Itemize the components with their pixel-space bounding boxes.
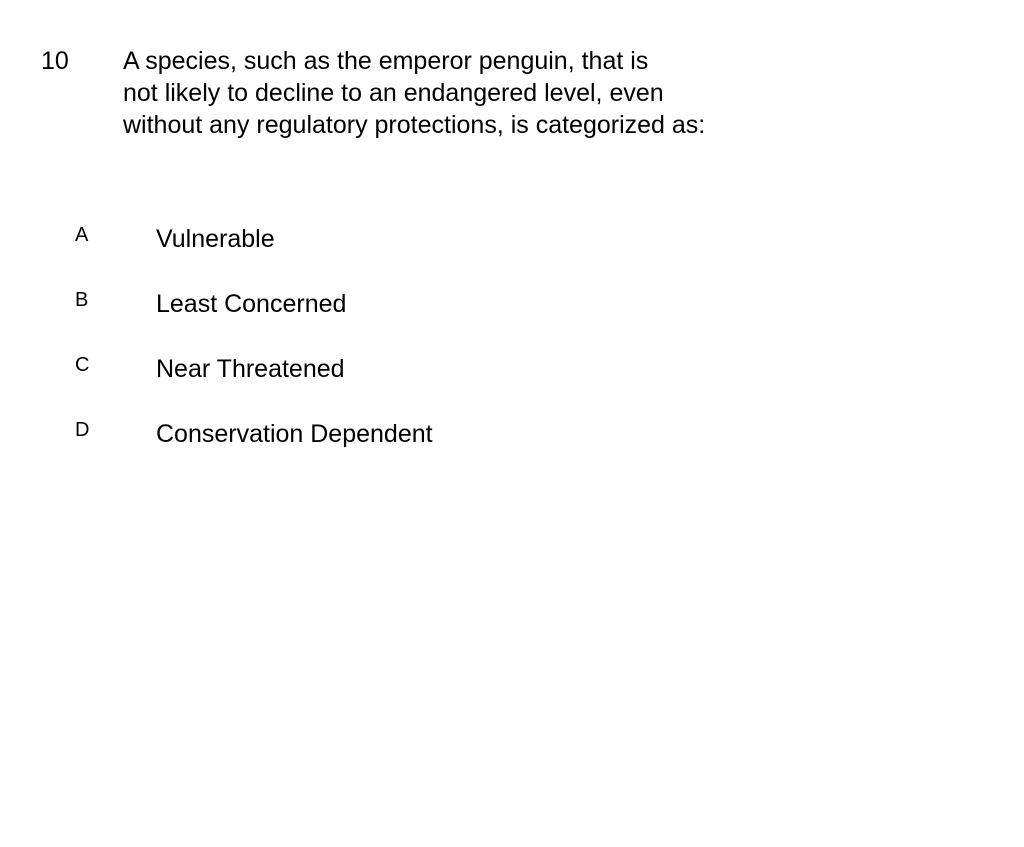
option-text: Conservation Dependent <box>156 420 433 448</box>
answer-option-b[interactable] <box>0 287 700 327</box>
option-text: Least Concerned <box>156 290 347 318</box>
option-letter: A <box>75 224 89 246</box>
option-letter: B <box>75 289 89 311</box>
answer-option-d[interactable] <box>0 417 700 457</box>
question-text <box>123 45 823 141</box>
question-line: not likely to decline to an endangered level, even <box>123 79 664 107</box>
option-letter: D <box>75 419 90 441</box>
question-number: 10 <box>41 47 69 75</box>
answer-option-c[interactable] <box>0 352 700 392</box>
option-text: Vulnerable <box>156 225 275 253</box>
question-line: without any regulatory protections, is categorized as: <box>123 111 706 139</box>
option-letter: C <box>75 354 90 376</box>
option-text: Near Threatened <box>156 355 345 383</box>
answer-option-a[interactable] <box>0 222 700 262</box>
question-line: A species, such as the emperor penguin, that is <box>123 47 649 75</box>
